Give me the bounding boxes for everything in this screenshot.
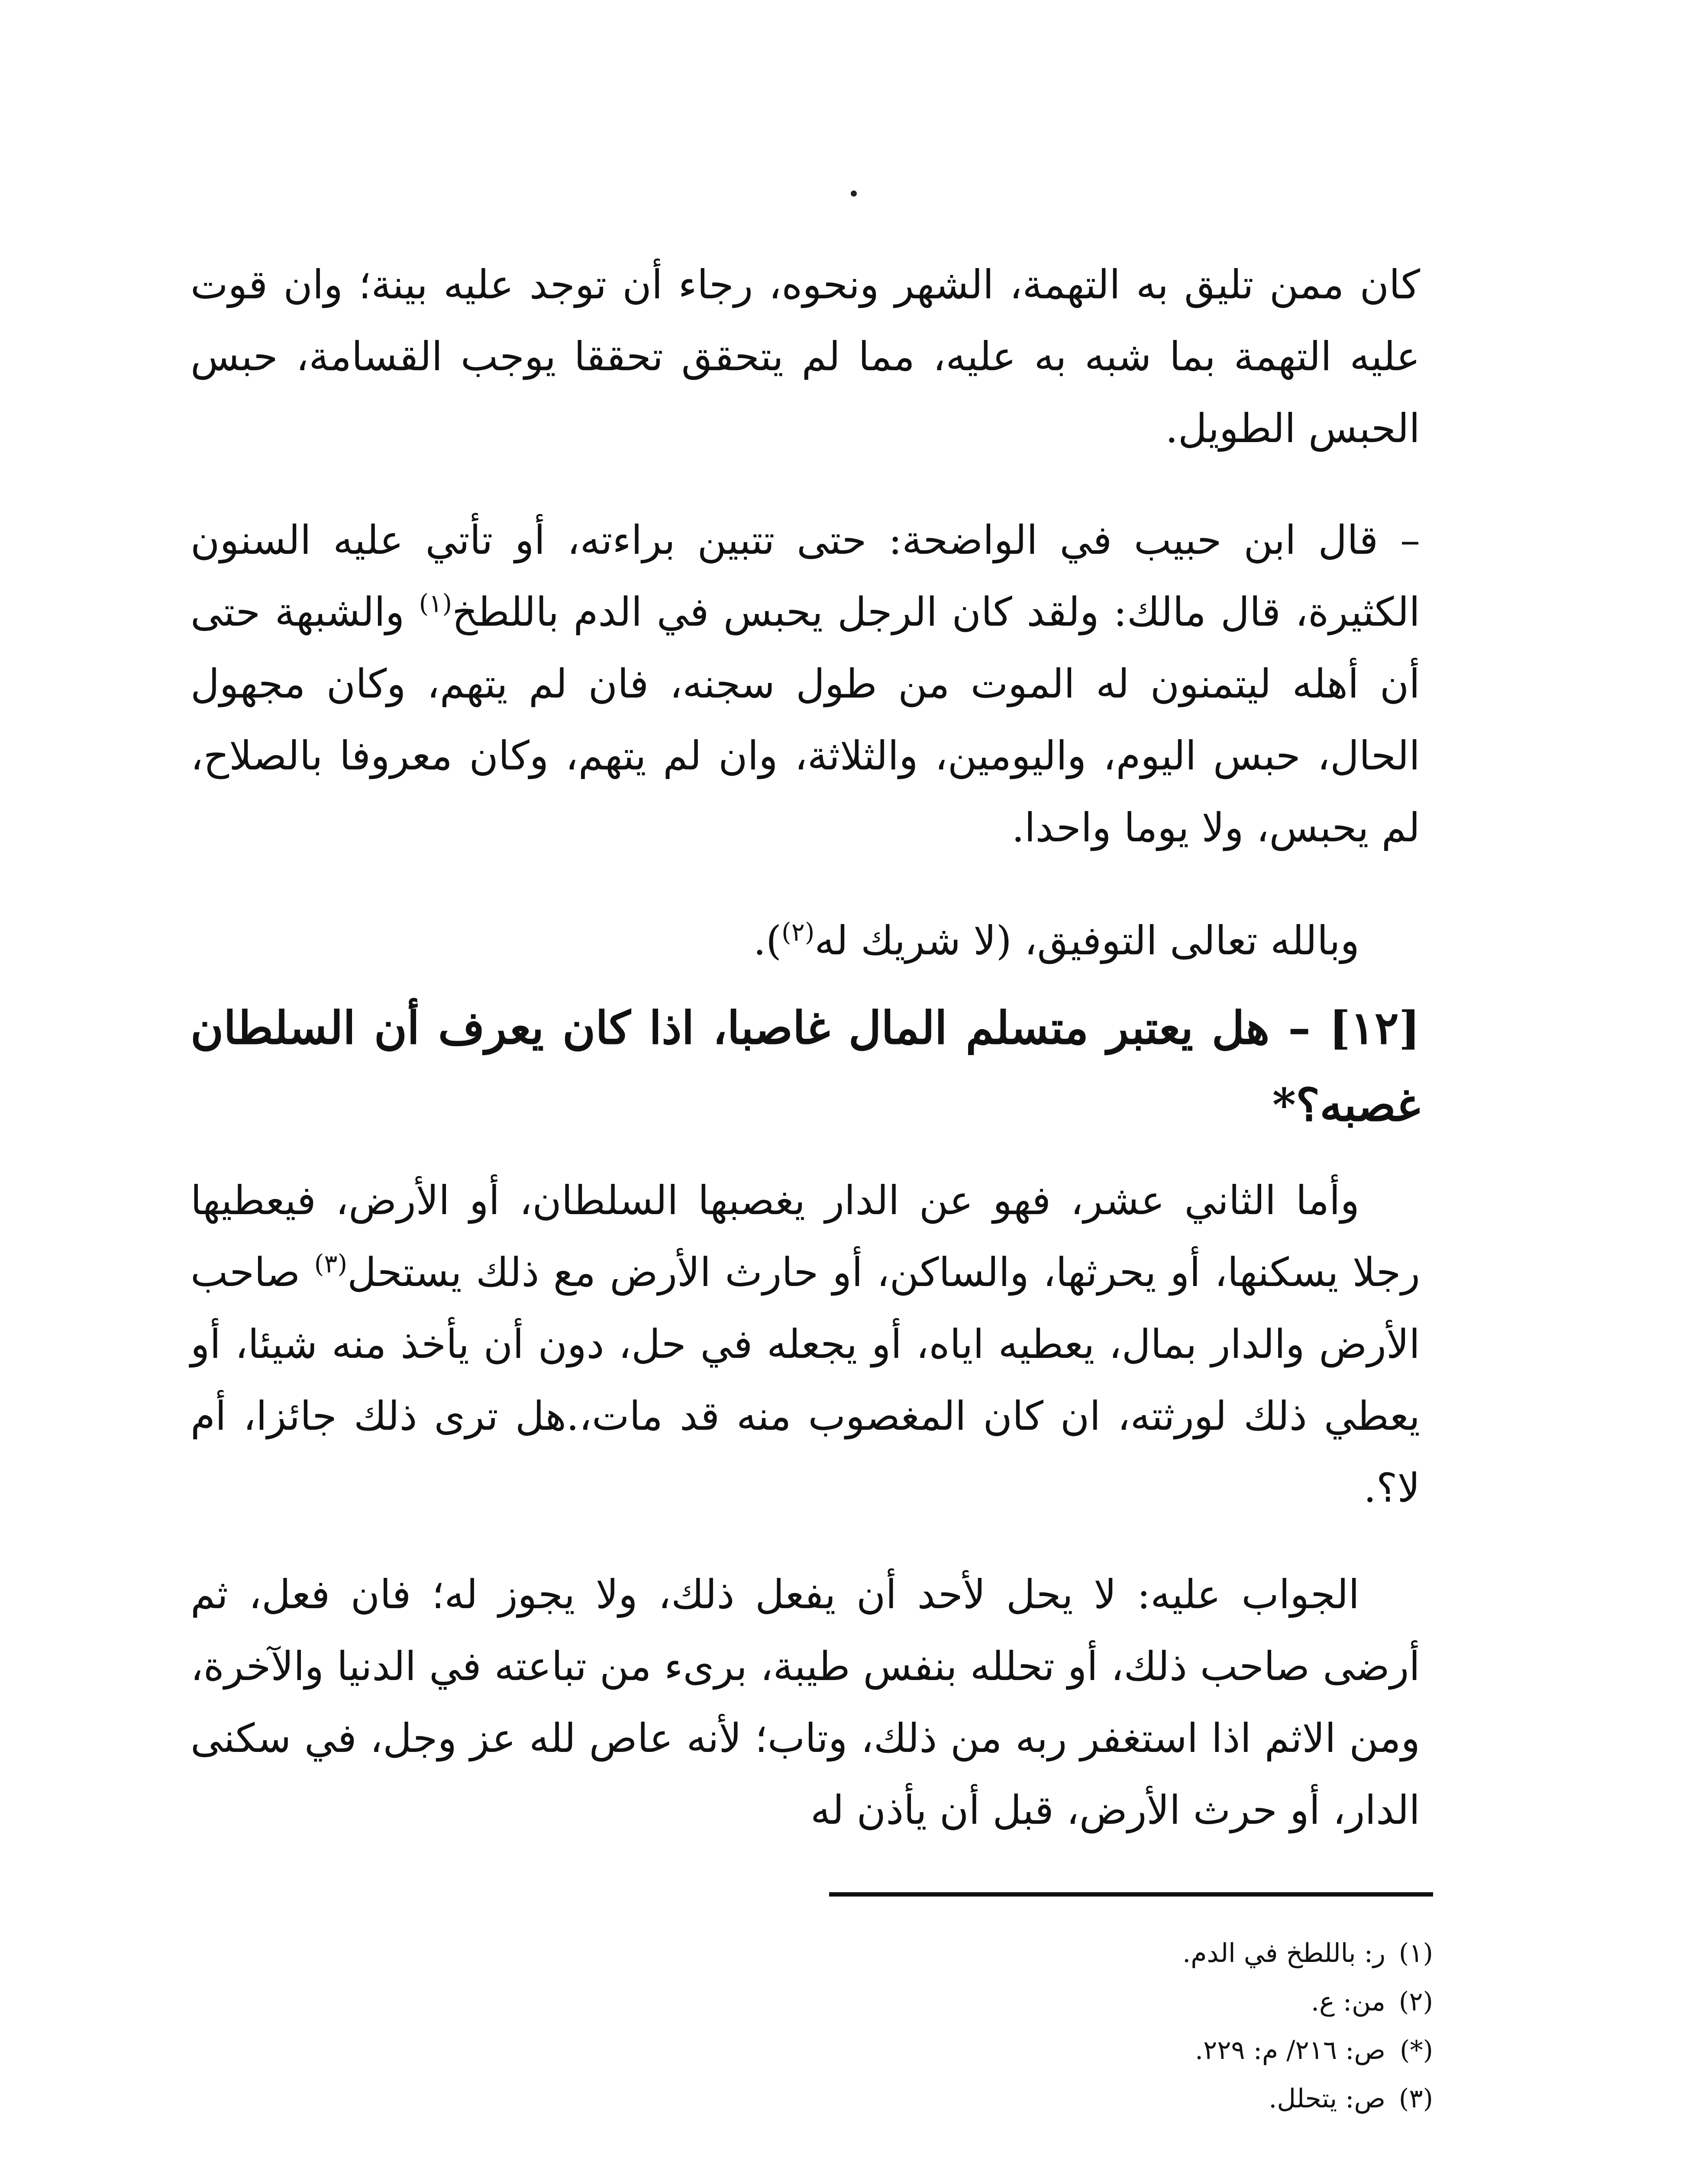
section-heading-text: [١٢] – هل يعتبر متسلم المال غاصبا، اذا كان يعرف أن السلطان غصبه؟* <box>190 1001 1420 1131</box>
paragraph-text-part: والشبهة حتى أن أهله ليتمنون له الموت من طول سجنه، فان لم يتهم، وكان مجهول الحال، حبس اليوم، واليومين، والثلاثة، وان لم يتهم، وكان معروفا بالصلاح، لم يحبس، ولا يوما واحدا. <box>190 589 1420 851</box>
footnote-reference-3: (٣) <box>314 1249 348 1279</box>
footnote-item <box>827 1929 1433 1978</box>
footnote-mark: (*) <box>1400 2035 1433 2065</box>
paragraph-ibn-habib-quote <box>190 504 1420 864</box>
paragraph-text-part: – قال ابن حبيب في الواضحة: حتى تتبين براءته، أو تأتي عليه السنون الكثيرة، قال مالك: ولقد كان الرجل يحبس في الدم باللطخ <box>190 517 1420 635</box>
footnote-text: ص: ٢١٦/ م: ٢٢٩. <box>1195 2035 1385 2065</box>
paragraph-text-part: وأما الثاني عشر، فهو عن الدار يغصبها السلطان، أو الأرض، فيعطيها رجلا يسكنها، أو يحرثها، والساكن، أو حارث الأرض مع ذلك يستحل <box>190 1177 1420 1296</box>
paragraph-text-part: ). <box>753 918 781 964</box>
footnote-text: ص: يتحلل. <box>1269 2084 1385 2114</box>
paragraph-text: الجواب عليه: لا يحل لأحد أن يفعل ذلك، ولا يجوز له؛ فان فعل، ثم أرضى صاحب ذلك، أو تحلله بنفس طيبة، برىء من تباعته في الدنيا والآخرة، ومن الاثم اذا استغفر ربه من ذلك، وتاب؛ لأنه عاص لله عز وجل، في سكنى الدار، أو حرث الأرض، قبل أن يأذن له <box>190 1571 1420 1833</box>
footnote-reference-2: (٢) <box>781 917 815 947</box>
footnote-mark: (٣) <box>1398 2084 1433 2114</box>
footnotes-list <box>827 1929 1433 2123</box>
paragraph-answer <box>190 1559 1420 1846</box>
top-mark-dot <box>851 191 857 197</box>
footnote-item <box>827 1978 1433 2026</box>
section-heading-12 <box>190 989 1420 1144</box>
footnote-mark: (٢) <box>1398 1987 1433 2017</box>
paragraph-text <box>190 905 1420 977</box>
footnote-reference-1: (١) <box>419 588 452 618</box>
footnote-text: من: ع. <box>1311 1987 1385 2017</box>
paragraph-text: كان ممن تليق به التهمة، الشهر ونحوه، رجاء أن توجد عليه بينة؛ وان قوت عليه التهمة بما شبه به عليه، مما لم يتحقق تحققا يوجب القسامة، حبس الحبس الطويل. <box>190 262 1420 452</box>
paragraph-text-part: وبالله تعالى التوفيق، (لا شريك له <box>814 918 1359 964</box>
footnote-text: ر: باللطخ في الدم. <box>1182 1938 1385 1968</box>
paragraph-text <box>190 504 1420 864</box>
footnote-item <box>827 2075 1433 2123</box>
paragraph-question <box>190 1165 1420 1524</box>
footnote-item <box>827 2026 1433 2075</box>
paragraph-text <box>190 1165 1420 1524</box>
paragraph-continuation <box>190 249 1420 465</box>
paragraph-text-part: صاحب الأرض والدار بمال، يعطيه اياه، أو يجعله في حل، دون أن يأخذ منه شيئا، أو يعطي ذلك لورثته، ان كان المغصوب منه قد مات،.هل ترى ذلك جائزا، أم لا؟. <box>190 1249 1420 1511</box>
paragraph-closing-formula <box>190 905 1420 977</box>
footnote-mark: (١) <box>1398 1938 1433 1968</box>
footnote-separator-line <box>829 1892 1433 1897</box>
